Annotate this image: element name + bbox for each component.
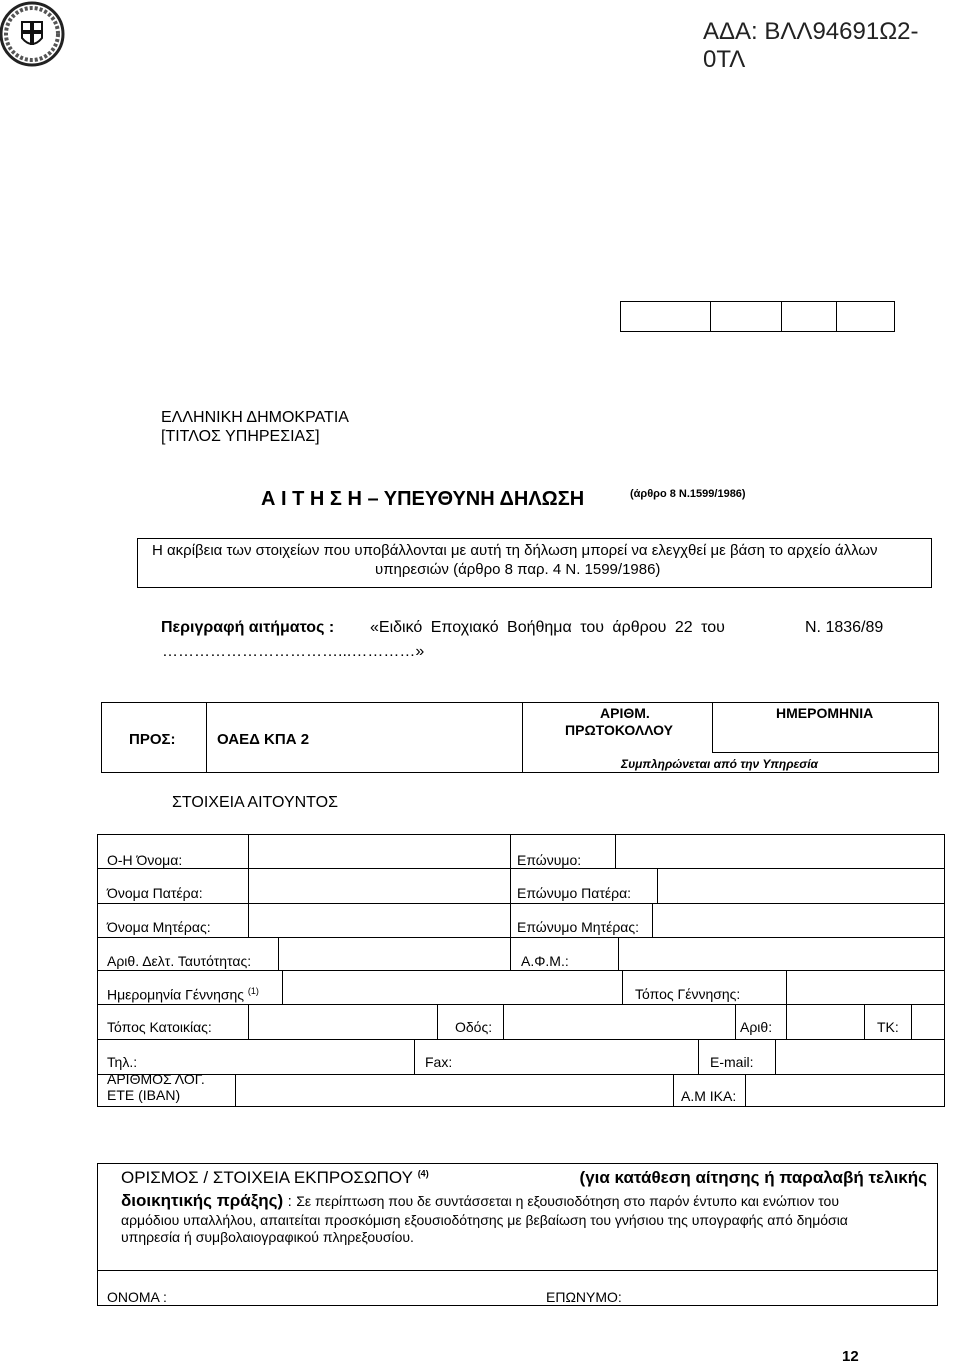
representative-colon: : [287, 1193, 292, 1210]
request-text: «Ειδικό Εποχιακό Βοήθημα του άρθρου 22 του [370, 619, 725, 636]
reference-cell[interactable] [711, 302, 782, 332]
father-name-label: Όνομα Πατέρα: [107, 885, 203, 901]
reference-grid [620, 301, 895, 332]
page-number: 12 [842, 1348, 859, 1365]
afm-field[interactable] [619, 938, 944, 970]
protocol-label-2: ΠΡΩΤΟΚΟΛΛΟΥ [565, 722, 673, 738]
number-label: Αριθ: [740, 1019, 773, 1035]
email-label: E-mail: [710, 1054, 754, 1070]
representative-title-line [121, 1168, 927, 1188]
representative-note-3: υπηρεσία ή συμβολαιογραφικού πληρεξουσίου. [121, 1229, 414, 1245]
service-fill-note: Συμπληρώνεται από την Υπηρεσία [621, 757, 818, 771]
representative-footnote: (4) [417, 1168, 429, 1179]
phone-label: Τηλ.: [107, 1054, 138, 1070]
zip-label: ΤΚ: [877, 1019, 899, 1035]
mother-name-field[interactable] [249, 904, 509, 937]
email-field[interactable] [776, 1040, 944, 1074]
notice-line-1: Η ακρίβεια των στοιχείων που υποβάλλονται με αυτή τη δήλωση μπορεί να ελεγχθεί με βάση το αρχείο άλλων [152, 542, 878, 559]
rep-name-field[interactable] [180, 1272, 540, 1304]
iban-field[interactable] [236, 1075, 672, 1106]
first-name-field[interactable] [249, 835, 509, 868]
protocol-label-1: ΑΡΙΘΜ. [600, 705, 650, 721]
representative-title: ΟΡΙΣΜΟΣ / ΣΤΟΙΧΕΙΑ ΕΚΠΡΟΣΩΠΟΥ [121, 1168, 413, 1187]
birth-date-text: Ημερομηνία Γέννησης [107, 986, 245, 1003]
last-name-label: Επώνυμο: [517, 852, 582, 868]
birth-place-field[interactable] [787, 971, 944, 1004]
ika-field[interactable] [746, 1075, 944, 1106]
service-title: [ΤΙΤΛΟΣ ΥΠΗΡΕΣΙΑΣ] [161, 428, 320, 445]
account-label-1: ΑΡΙΘΜΟΣ ΛΟΓ. [107, 1071, 205, 1087]
representative-text [121, 1168, 927, 1268]
representative-note-1: Σε περίπτωση που δε συντάσσεται η εξουσιοδότηση στο παρόν έντυπο και ενώπιον του [296, 1193, 839, 1209]
rep-surname-field[interactable] [635, 1272, 935, 1304]
document-title-law: (άρθρο 8 Ν.1599/1986) [630, 488, 746, 500]
father-surname-field[interactable] [658, 869, 944, 903]
account-label-2: ΕΤΕ (IBAN) [107, 1087, 181, 1103]
residence-label: Τόπος Κατοικίας: [107, 1019, 212, 1035]
document-title: Α Ι Τ Η Σ Η – ΥΠΕΥΘΥΝΗ ΔΗΛΩΣΗ [261, 488, 585, 510]
number-field[interactable] [787, 1005, 863, 1039]
representative-title-main [121, 1168, 429, 1188]
applicant-section-title: ΣΤΟΙΧΕΙΑ ΑΙΤΟΥΝΤΟΣ [172, 794, 338, 811]
fax-label: Fax: [425, 1054, 453, 1070]
reference-cell[interactable] [621, 302, 711, 332]
last-name-field[interactable] [616, 835, 944, 868]
state-name: ΕΛΛΗΝΙΚΗ ΔΗΜΟΚΡΑΤΙΑ [161, 409, 349, 426]
birth-place-label: Τόπος Γέννησης: [635, 986, 741, 1002]
representative-note-2: αρμόδιου υπαλλήλου, απαιτείται προσκόμιση εξουσιοδότησης με βεβαίωση του γνήσιου της υπογραφής από δημόσια [121, 1212, 848, 1228]
id-number-field[interactable] [279, 938, 509, 970]
mother-name-label: Όνομα Μητέρας: [107, 919, 211, 935]
fax-field[interactable] [415, 1040, 697, 1074]
birth-date-field[interactable] [283, 971, 621, 1004]
mother-surname-field[interactable] [653, 904, 944, 937]
mother-surname-label: Επώνυμο Μητέρας: [517, 919, 640, 935]
father-surname-label: Επώνυμο Πατέρα: [517, 885, 632, 901]
greek-emblem-seal [0, 0, 70, 70]
zip-field[interactable] [912, 1005, 944, 1039]
request-dots: ……………………………...…………» [162, 643, 425, 660]
rep-surname-label: ΕΠΩΝΥΜΟ: [546, 1289, 622, 1305]
notice-line-2: υπηρεσιών (άρθρο 8 παρ. 4 Ν. 1599/1986) [375, 561, 661, 578]
rep-name-label: ΟΝΟΜΑ : [107, 1289, 167, 1305]
father-name-field[interactable] [249, 869, 509, 903]
request-law: Ν. 1836/89 [805, 619, 884, 636]
phone-field[interactable] [98, 1040, 413, 1074]
street-label: Οδός: [455, 1019, 493, 1035]
id-number-label: Αριθ. Δελτ. Ταυτότητας: [107, 953, 252, 969]
residence-field[interactable] [249, 1005, 436, 1039]
date-label: ΗΜΕΡΟΜΗΝΙΑ [776, 705, 874, 721]
street-field[interactable] [504, 1005, 734, 1039]
ika-label: Α.Μ ΙΚΑ: [681, 1088, 737, 1104]
representative-purpose: (για κατάθεση αίτησης ή παραλαβή τελικής [579, 1168, 927, 1187]
afm-label: Α.Φ.Μ.: [521, 953, 569, 969]
representative-purpose-end: διοικητικής πράξης) [121, 1191, 284, 1210]
reference-cell[interactable] [782, 302, 837, 332]
to-value[interactable]: ΟΑΕΔ ΚΠΑ 2 [217, 731, 310, 748]
birth-date-label [107, 986, 259, 1003]
ada-code: ΑΔΑ: ΒΛΛ94691Ω2-0ΤΛ [703, 18, 919, 73]
reference-cell[interactable] [837, 302, 895, 332]
accuracy-notice-box [137, 538, 932, 588]
request-label: Περιγραφή αιτήματος : [161, 619, 335, 636]
to-label: ΠΡΟΣ: [129, 731, 176, 748]
birth-date-footnote: (1) [247, 986, 259, 996]
first-name-label: Ο-Η Όνομα: [107, 852, 183, 868]
